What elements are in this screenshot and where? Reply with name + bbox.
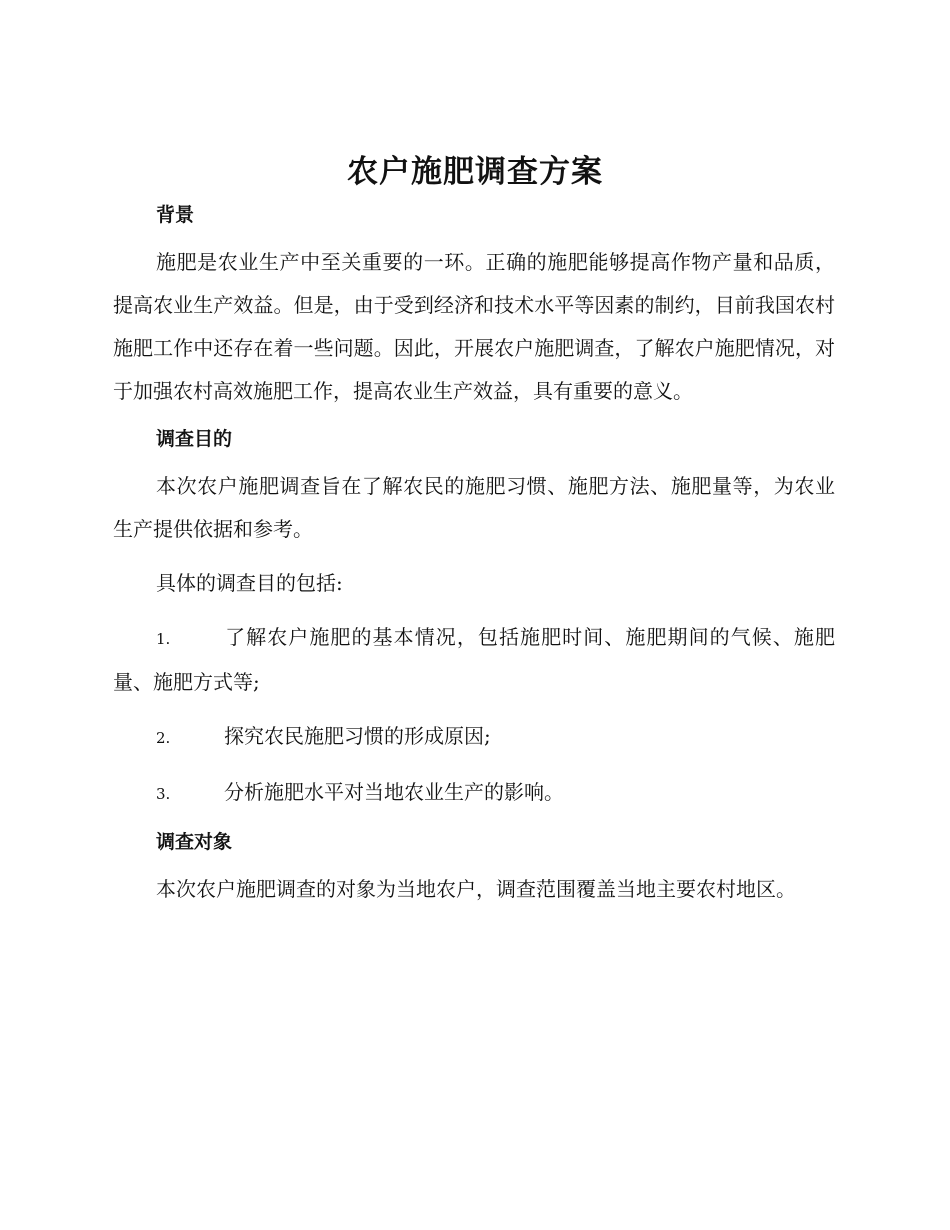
purpose-intro: 具体的调查目的包括: bbox=[156, 571, 343, 595]
list-item-text: 了解农户施肥的基本情况，包括施肥时间、施肥期间的气候、施肥量、施肥方式等; bbox=[113, 625, 835, 694]
list-item-text: 探究农民施肥习惯的形成原因; bbox=[224, 724, 491, 748]
list-item bbox=[113, 715, 835, 760]
list-item-number: 3. bbox=[156, 785, 171, 803]
document-body bbox=[113, 200, 835, 911]
section-heading-subjects: 调查对象 bbox=[156, 831, 233, 853]
list-item bbox=[113, 771, 835, 816]
background-paragraph: 施肥是农业生产中至关重要的一环。正确的施肥能够提高作物产量和品质，提高农业生产效益。但是，由于受到经济和技术水平等因素的制约，目前我国农村施肥工作中还存在着一些问题。因此，开展农户施肥调查，了解农户施肥情况，对于加强农村高效施肥工作，提高农业生产效益，具有重要的意义。 bbox=[113, 250, 835, 403]
subjects-paragraph: 本次农户施肥调查的对象为当地农户，调查范围覆盖当地主要农村地区。 bbox=[156, 877, 796, 901]
section-heading-purpose: 调查目的 bbox=[156, 428, 233, 450]
list-item bbox=[113, 616, 835, 704]
list-item-text: 分析施肥水平对当地农业生产的影响。 bbox=[224, 780, 564, 804]
document-title: 农户施肥调查方案 bbox=[347, 154, 603, 190]
section-heading-background: 背景 bbox=[156, 204, 195, 226]
list-item-number: 2. bbox=[156, 729, 171, 747]
list-item-number: 1. bbox=[156, 630, 171, 648]
purpose-paragraph: 本次农户施肥调查旨在了解农民的施肥习惯、施肥方法、施肥量等，为农业生产提供依据和参考。 bbox=[113, 474, 835, 541]
